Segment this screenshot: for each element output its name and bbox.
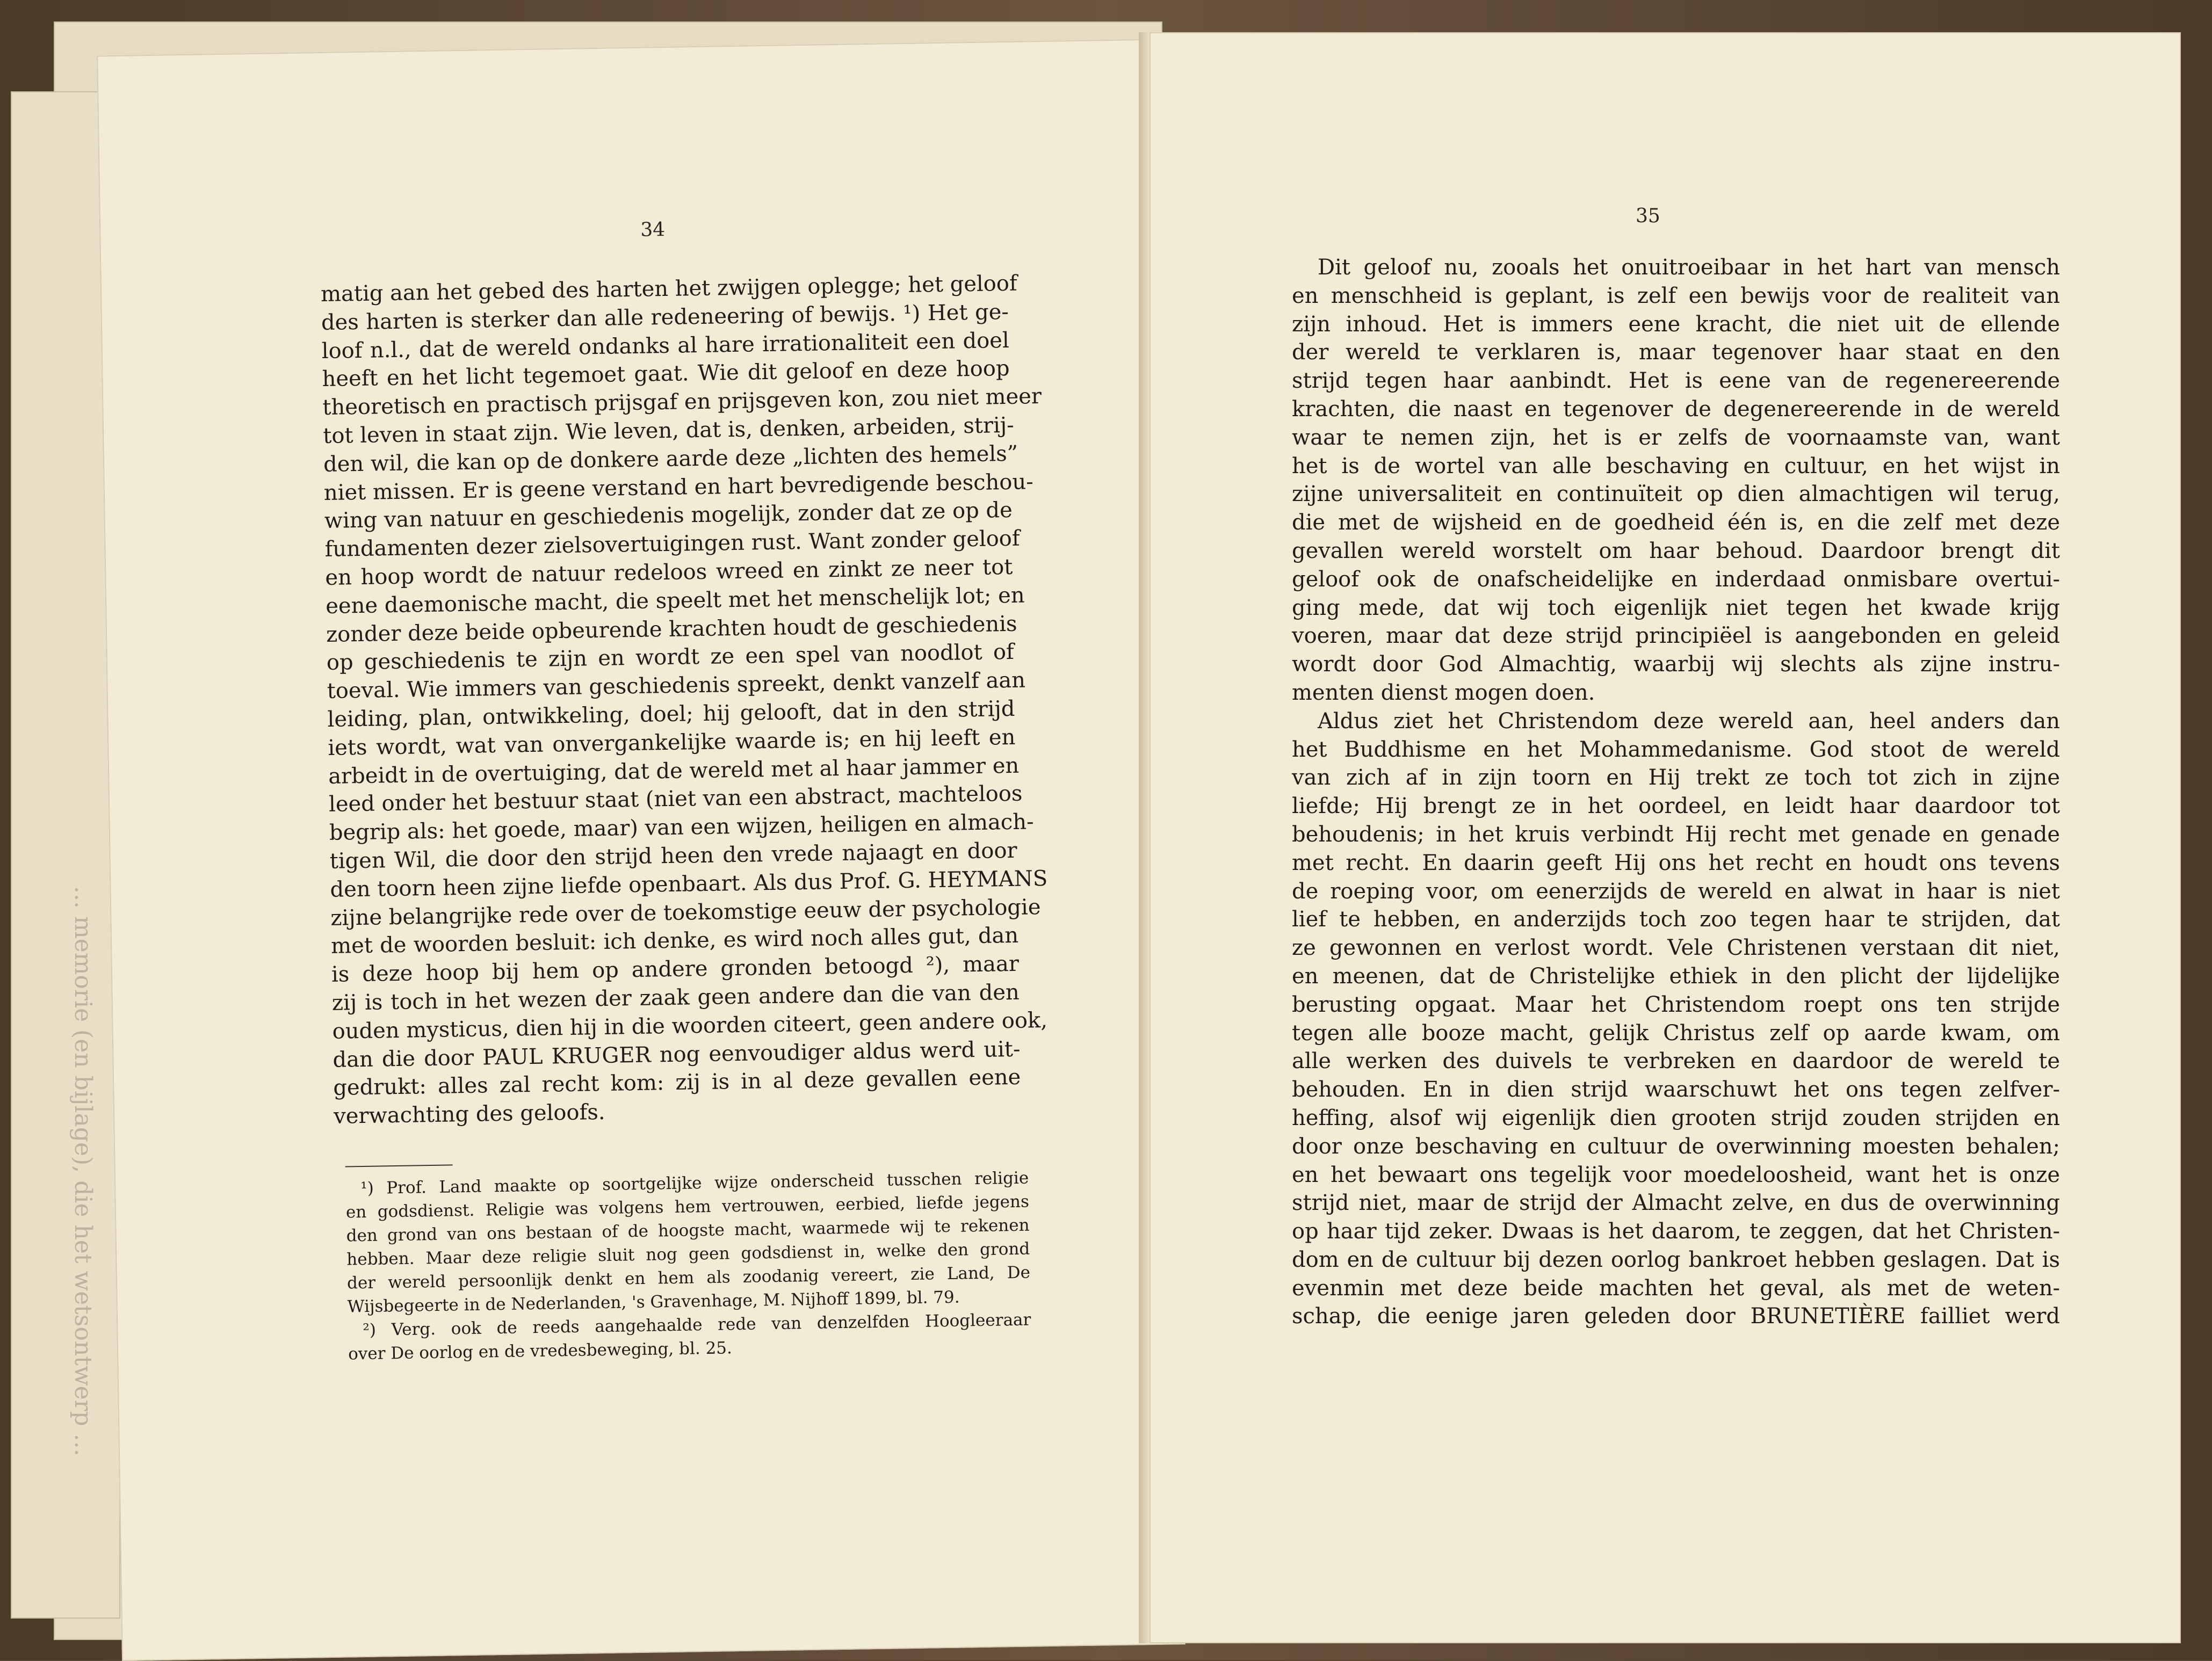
- footnote-line: Wijsbegeerte in de Nederlanden, 's Gravenhage, M. Nijhoff 1899, bl. 79.: [347, 1287, 960, 1317]
- text-line: op geschiedenis te zijn en wordt ze een spel van noodlot of: [326, 640, 1015, 676]
- text-line: door onze beschaving en cultuur de overwinning moesten behalen;: [1292, 1134, 2060, 1159]
- text-line: begrip als: het goede, maar) van een wijzen, heiligen en almach-: [329, 809, 1034, 846]
- text-line: menten dienst mogen doen.: [1292, 680, 1595, 705]
- text-line: geloof ook de onafscheidelijke en inderdaad onmisbare overtui-: [1292, 567, 2060, 592]
- right-page-body-text: [1292, 253, 2060, 1331]
- text-line: berusting opgaat. Maar het Christendom roept ons ten strijde: [1292, 992, 2060, 1017]
- text-line: zijn inhoud. Het is immers eene kracht, die niet uit de ellende: [1292, 311, 2060, 337]
- text-line: des harten is sterker dan alle redeneering of bewijs. ¹) Het ge-: [321, 299, 1009, 335]
- right-page: [1150, 32, 2181, 1643]
- text-line: strijd tegen haar aanbindt. Het is eene van de regenereerende: [1292, 368, 2060, 394]
- text-line: tigen Wil, die door den strijd heen den vrede najaagt en door: [329, 838, 1017, 874]
- text-line: en menschheid is geplant, is zelf een bewijs voor de realiteit van: [1292, 283, 2060, 308]
- text-line: is deze hoop bij hem op andere gronden betoogd ²), maar: [331, 951, 1020, 988]
- footnote-line: den grond van ons bestaan of de hoogste macht, waarmede wij te rekenen: [346, 1215, 1030, 1246]
- text-line: wing van natuur en geschiedenis mogelijk, zonder dat ze op de: [324, 498, 1013, 534]
- text-line: niet missen. Er is geene verstand en hart bevredigende beschou-: [323, 469, 1034, 505]
- text-line: behouden. En in dien strijd waarschuwt het ons tegen zelfver-: [1292, 1077, 2060, 1103]
- text-line: tot leven in staat zijn. Wie leven, dat is, denken, arbeiden, strij-: [322, 412, 1015, 449]
- text-line: strijd niet, maar de strijd der Almacht zelve, en dus de overwinning: [1292, 1191, 2060, 1216]
- text-line: en meenen, dat de Christelijke ethiek in den plicht der lijdelijke: [1292, 963, 2060, 989]
- text-line: leed onder het bestuur staat (niet van een abstract, machteloos: [328, 781, 1023, 817]
- text-line: tegen alle booze macht, gelijk Christus zelf op aarde kwam, om: [1292, 1020, 2060, 1046]
- text-line: zijne universaliteit en continuïteit op dien almachtigen wil terug,: [1292, 482, 2060, 507]
- footnote-line: hebben. Maar deze religie sluit nog geen godsdienst in, welke den grond: [346, 1239, 1030, 1270]
- text-line: gedrukt: alles zal recht kom: zij is in al deze gevallen eene: [333, 1065, 1021, 1101]
- page-number-right: 35: [1636, 205, 1660, 227]
- text-line: dan die door PAUL KRUGER nog eenvoudiger aldus werd uit-: [332, 1036, 1021, 1072]
- text-line: iets wordt, wat van onvergankelijke waarde is; en hij leeft en: [328, 724, 1016, 760]
- text-line: matig aan het gebed des harten het zwijgen oplegge; het geloof: [320, 271, 1018, 307]
- page-number-left: 34: [640, 218, 666, 241]
- left-page: [97, 39, 1185, 1661]
- text-line: fundamenten dezer zielsovertuigingen rust. Want zonder geloof: [324, 526, 1020, 562]
- text-line: leiding, plan, ontwikkeling, doel; hij gelooft, dat in den strijd: [327, 696, 1015, 732]
- text-line: en het bewaart ons tegelijk voor moedeloosheid, want het is onze: [1292, 1162, 2060, 1187]
- text-line: voeren, maar dat deze strijd principiëel is aangebonden en geleid: [1292, 623, 2060, 649]
- text-line: heffing, alsof wij eigenlijk dien grooten strijd zouden strijden en: [1292, 1105, 2060, 1130]
- text-line: evenmin met deze beide machten het geval, als met de weten-: [1292, 1275, 2060, 1301]
- text-line: arbeidt in de overtuiging, dat de wereld met al haar jammer en: [328, 753, 1020, 789]
- footnote-line: der wereld persoonlijk denkt en hem als zoodanig vereert, zie Land, De: [346, 1263, 1031, 1293]
- text-line: met de woorden besluit: ich denke, es wird noch alles gut, dan: [330, 923, 1019, 959]
- text-line: lief te hebben, en anderzijds toch zoo tegen haar te strijden, dat: [1292, 907, 2060, 932]
- text-line: theoretisch en practisch prijsgaf en prijsgeven kon, zou niet meer: [322, 384, 1042, 420]
- text-line: het Buddhisme en het Mohammedanisme. God stoot de wereld: [1292, 737, 2060, 762]
- text-line: loof n.l., dat de wereld ondanks al hare irrationaliteit een doel: [321, 328, 1010, 364]
- text-line: behoudenis; in het kruis verbindt Hij recht met genade en genade: [1292, 822, 2060, 847]
- footnote-line: over De oorlog en de vredesbeweging, bl. 25.: [348, 1338, 733, 1364]
- footnote-line: ²) Verg. ook de reeds aangehaalde rede van denzelfden Hoogleeraar: [363, 1310, 1031, 1340]
- text-line: gevallen wereld worstelt om haar behoud. Daardoor brengt dit: [1292, 538, 2060, 563]
- text-line: alle werken des duivels te verbreken en daardoor de wereld te: [1292, 1049, 2060, 1074]
- text-line: zonder deze beide opbeurende krachten houdt de geschiedenis: [326, 611, 1017, 647]
- text-line: heeft en het licht tegemoet gaat. Wie dit geloof en deze hoop: [322, 356, 1010, 392]
- text-line: het is de wortel van alle beschaving en cultuur, en het wijst in: [1292, 453, 2060, 478]
- text-line: zijne belangrijke rede over de toekomstige eeuw der psychologie: [330, 894, 1041, 931]
- text-line: schap, die eenige jaren geleden door BRUNETIÈRE failliet werd: [1292, 1304, 2060, 1329]
- text-line: ouden mysticus, dien hij in die woorden citeert, geen andere ook,: [332, 1007, 1048, 1044]
- text-line: den wil, die kan op de donkere aarde deze „lichten des hemels”: [323, 441, 1018, 477]
- text-line: ze gewonnen en verlost wordt. Vele Christenen verstaan dit niet,: [1292, 935, 2060, 961]
- text-line: op haar tijd zeker. Dwaas is het daarom, te zeggen, dat het Christen-: [1292, 1219, 2060, 1244]
- left-page-body-text: [320, 270, 1048, 1131]
- text-line: Dit geloof nu, zooals het onuitroeibaar in het hart van mensch: [1318, 255, 2060, 280]
- text-line: krachten, die naast en tegenover de degenereerende in de wereld: [1292, 396, 2060, 422]
- text-line: met recht. En daarin geeft Hij ons het recht en houdt ons tevens: [1292, 850, 2060, 875]
- text-line: dom en de cultuur bij dezen oorlog bankroet hebben geslagen. Dat is: [1292, 1247, 2060, 1272]
- text-line: ging mede, dat wij toch eigenlijk niet tegen het kwade krijg: [1292, 595, 2060, 620]
- text-line: en hoop wordt de natuur redeloos wreed en zinkt ze neer tot: [325, 554, 1013, 590]
- text-line: de roeping voor, om eenerzijds de wereld en alwat in haar is niet: [1292, 879, 2060, 904]
- text-line: toeval. Wie immers van geschiedenis spreekt, denkt vanzelf aan: [327, 668, 1026, 704]
- text-line: Aldus ziet het Christendom deze wereld aan, heel anders dan: [1318, 708, 2060, 734]
- text-line: den toorn heen zijne liefde openbaart. Als dus Prof. G. HEYMANS: [330, 866, 1048, 902]
- text-line: die met de wijsheid en de goedheid één is, en die zelf met deze: [1292, 510, 2060, 535]
- footnote-divider: [345, 1164, 453, 1167]
- text-line: wordt door God Almachtig, waarbij wij slechts als zijne instru-: [1292, 652, 2060, 677]
- bleed-through-text: ... memorie (en bijlage), die het wetsontwerp ...: [69, 886, 97, 1456]
- text-line: van zich af in zijn toorn en Hij trekt ze toch tot zich in zijne: [1292, 765, 2060, 790]
- text-line: der wereld te verklaren is, maar tegenover haar staat en den: [1292, 340, 2060, 365]
- footnote-line: ¹) Prof. Land maakte op soortgelijke wijze onderscheid tusschen religie: [360, 1168, 1029, 1199]
- text-line: zij is toch in het wezen der zaak geen andere dan die van den: [331, 980, 1020, 1016]
- left-page-footnotes: [345, 1166, 1031, 1366]
- text-line: eene daemonische macht, die speelt met het menschelijk lot; en: [325, 583, 1025, 619]
- text-line: liefde; Hij brengt ze in het oordeel, en leidt haar daardoor tot: [1292, 794, 2060, 819]
- text-line: waar te nemen zijn, het is er zelfs de voornaamste van, want: [1292, 425, 2060, 450]
- text-line: verwachting des geloofs.: [333, 1100, 605, 1129]
- footnote-line: en godsdienst. Religie was volgens hem vertrouwen, eerbied, liefde jegens: [345, 1192, 1030, 1222]
